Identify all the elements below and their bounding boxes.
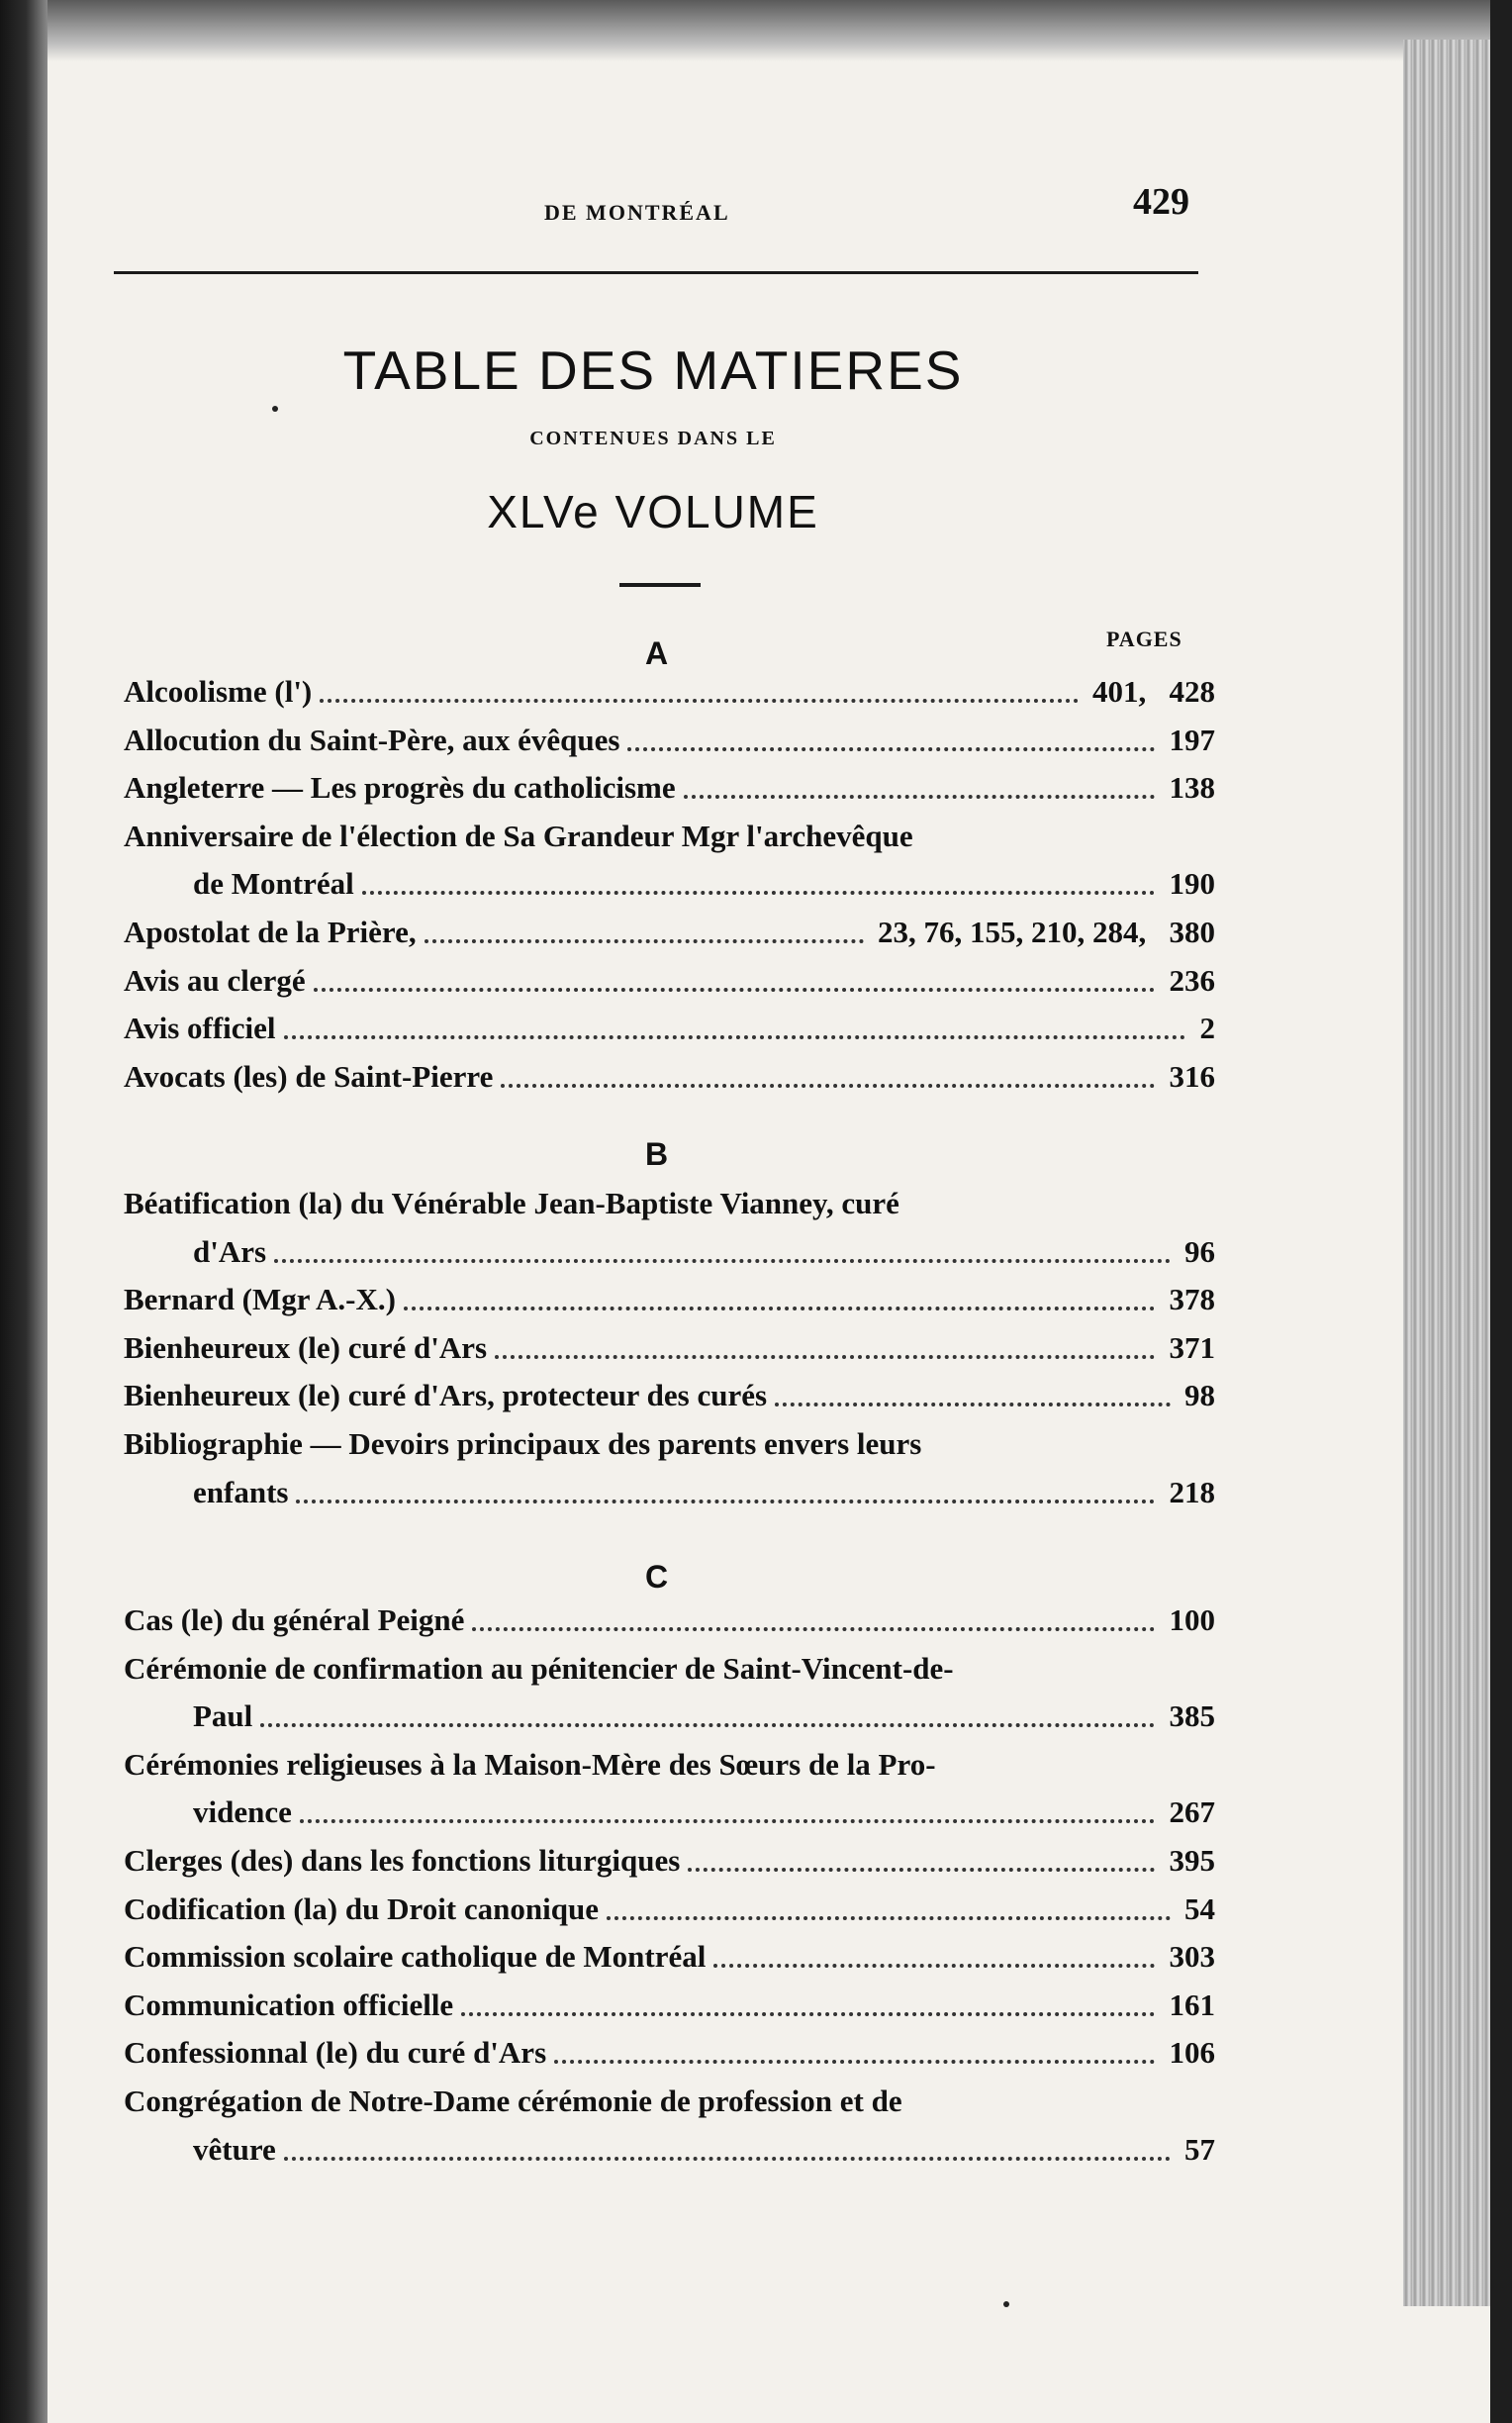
entry-pages: 106 [1170,2030,1216,2076]
dot-leader [314,958,1155,992]
entry-title: Avis au clergé [124,958,306,1004]
entry-title: Anniversaire de l'élection de Sa Grandeur Mgr l'archevêque [124,814,913,859]
entry-title: Commission scolaire catholique de Montréal [124,1934,706,1980]
entry-title: Avis officiel [124,1006,276,1051]
toc-entry-line [124,1054,1215,1100]
entry-title: Béatification (la) du Vénérable Jean-Baptiste Vianney, curé [124,1181,899,1226]
entry-title: Clerges (des) dans les fonctions liturgiques [124,1838,680,1884]
entry-pages: 371 [1170,1325,1216,1371]
entry-title: Cérémonies religieuses à la Maison-Mère des Sœurs de la Pro- [124,1742,936,1788]
entry-title: Apostolat de la Prière, [124,910,417,955]
dot-leader [461,1983,1155,2016]
toc-entry-line [124,765,1215,811]
pages-column-label: PAGES [1106,627,1182,651]
toc-entry-line [124,718,1215,763]
toc-entry-line [124,1887,1215,1932]
toc-entry-line [193,1470,1215,1515]
dot-leader [296,1470,1155,1503]
toc-entry-line [124,1646,1215,1692]
entry-pages: 378 [1170,1277,1216,1322]
toc-entry-line [124,910,1215,955]
entry-title: Confessionnal (le) du curé d'Ars [124,2030,546,2076]
entry-title: vidence [193,1790,292,1835]
entry-pages: 161 [1170,1983,1216,2028]
toc-entry-line [124,2079,1215,2124]
toc-entry-line [124,958,1215,1004]
entry-pages: 395 [1170,1838,1216,1884]
title-rule [619,583,701,587]
toc-entry-line [124,1006,1215,1051]
entry-title: Alcoolisme (l') [124,669,312,715]
entry-title: Congrégation de Notre-Dame cérémonie de profession et de [124,2079,902,2124]
entry-pages: 236 [1170,958,1216,1004]
entry-pages: 54 [1184,1887,1215,1932]
header-rule [114,271,1198,274]
entry-pages: 197 [1170,718,1216,763]
toc-entry-line [193,1694,1215,1739]
entry-title: d'Ars [193,1229,266,1275]
entry-title: Cérémonie de confirmation au pénitencier de Saint-Vincent-de- [124,1646,954,1692]
dot-leader [775,1373,1171,1406]
toc-entry-line [124,1373,1215,1418]
toc-entry-line [193,2127,1215,2173]
toc-entry-line [124,814,1215,859]
entry-pages: 190 [1170,861,1216,907]
entry-title: enfants [193,1470,288,1515]
dot-leader [362,861,1155,895]
ink-speck [1003,2301,1009,2307]
toc-entry-line [124,1742,1215,1788]
entry-title: Communication officielle [124,1983,453,2028]
section-letter: B [645,1136,669,1172]
toc-entry-line [124,1934,1215,1980]
entry-pages: 303 [1170,1934,1216,1980]
dot-leader [501,1054,1155,1088]
entry-title: Bienheureux (le) curé d'Ars [124,1325,487,1371]
entry-pages: 23, 76, 155, 210, 284, 380 [878,910,1215,955]
page-number: 429 [1133,181,1189,223]
dot-leader [425,910,864,943]
running-head: DE MONTRÉAL [544,200,730,225]
toc-entry-line [124,1421,1215,1467]
toc-subtitle: CONTENUES DANS LE [529,428,777,449]
dot-leader [274,1229,1171,1263]
entry-title: Bernard (Mgr A.-X.) [124,1277,396,1322]
toc-title: TABLE DES MATIERES [342,339,964,401]
entry-title: vêture [193,2127,276,2173]
volume-title: XLVe VOLUME [487,486,819,537]
entry-title: Allocution du Saint-Père, aux évêques [124,718,619,763]
entry-pages: 385 [1170,1694,1216,1739]
toc-entry-line [124,1838,1215,1884]
toc-entry-line [124,2030,1215,2076]
entry-pages: 267 [1170,1790,1216,1835]
dot-leader [284,2127,1171,2161]
toc-entry-line [193,1790,1215,1835]
ink-speck [272,406,278,412]
entry-title: de Montréal [193,861,354,907]
entry-pages: 316 [1170,1054,1216,1100]
toc-entry-line [193,1229,1215,1275]
toc-entry-line [193,861,1215,907]
toc-entry-line [124,1325,1215,1371]
dot-leader [472,1598,1155,1631]
entry-pages: 138 [1170,765,1216,811]
entry-title: Bibliographie — Devoirs principaux des parents envers leurs [124,1421,921,1467]
entry-pages: 100 [1170,1598,1216,1643]
entry-pages: 401, 428 [1092,669,1215,715]
dot-leader [404,1277,1155,1310]
toc-entry-line [124,1598,1215,1643]
toc-entry-line [124,1277,1215,1322]
entry-title: Cas (le) du général Peigné [124,1598,464,1643]
section-letter: C [645,1559,669,1595]
dot-leader [627,718,1155,751]
section-letter: A [645,635,669,671]
entry-pages: 57 [1184,2127,1215,2173]
dot-leader [607,1887,1171,1920]
dot-leader [300,1790,1155,1823]
entry-title: Paul [193,1694,252,1739]
entry-pages: 98 [1184,1373,1215,1418]
entry-pages: 96 [1184,1229,1215,1275]
toc-entry-line [124,1983,1215,2028]
entry-title: Angleterre — Les progrès du catholicisme [124,765,676,811]
entry-title: Bienheureux (le) curé d'Ars, protecteur des curés [124,1373,767,1418]
dot-leader [688,1838,1155,1872]
dot-leader [713,1934,1155,1968]
entry-title: Avocats (les) de Saint-Pierre [124,1054,493,1100]
dot-leader [320,669,1079,703]
dot-leader [495,1325,1155,1359]
entry-pages: 218 [1170,1470,1216,1515]
entry-title: Codification (la) du Droit canonique [124,1887,599,1932]
dot-leader [284,1006,1185,1039]
dot-leader [554,2030,1155,2064]
dot-leader [684,765,1155,799]
dot-leader [260,1694,1155,1727]
toc-entry-line [124,669,1215,715]
toc-entry-line [124,1181,1215,1226]
entry-pages: 2 [1200,1006,1216,1051]
